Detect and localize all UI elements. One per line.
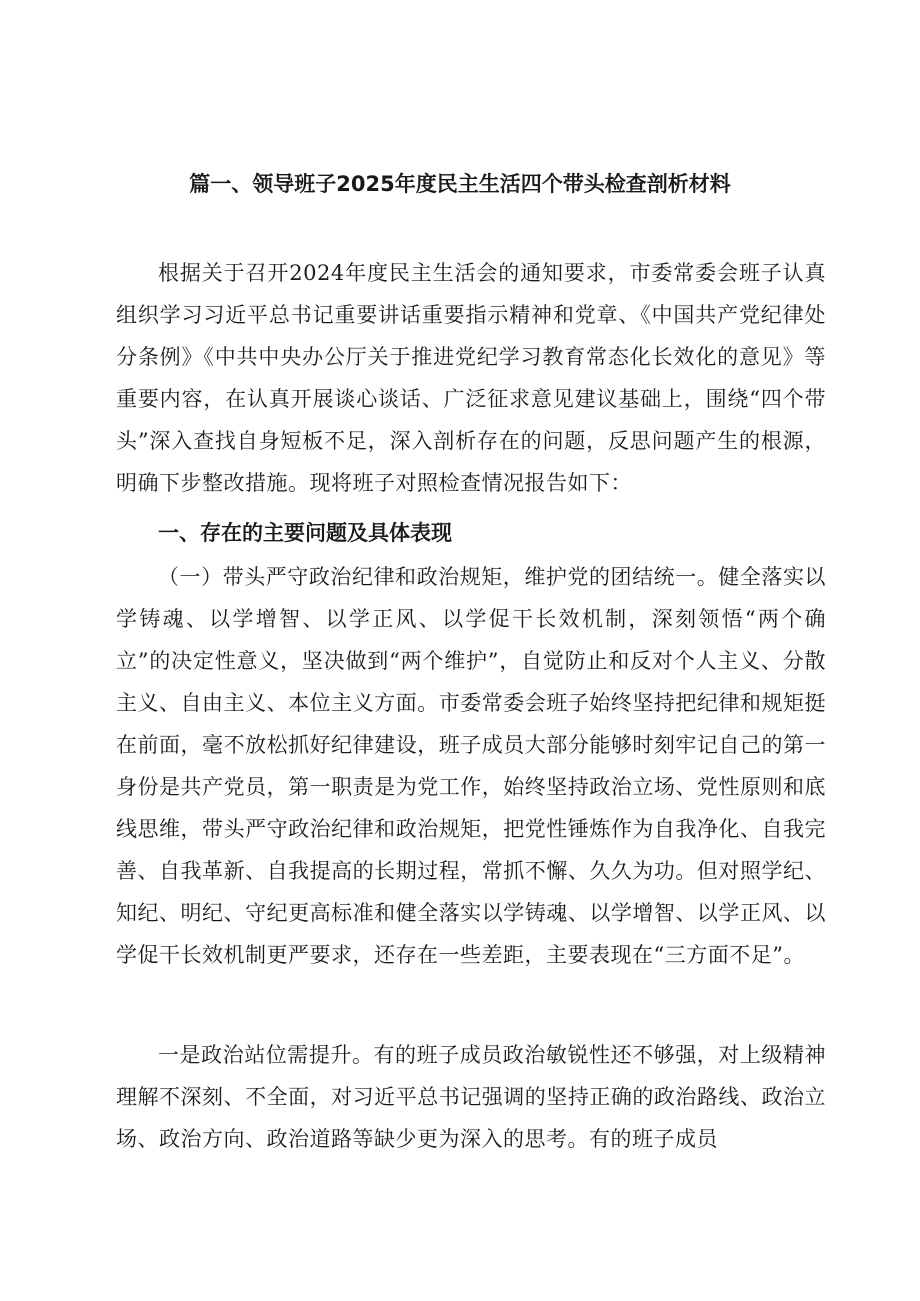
intro-paragraph: 根据关于召开2024年度民主生活会的通知要求，市委常委会班子认真组织学习习近平总书记重要讲话重要指示精神和党章、《中国共产党纪律处分条例》《中共中央办公厅关于推进党纪学习教育常态化长效化的意见》等重要内容，在认真开展谈心谈话、广泛征求意见建议基础上，围绕“四个带头”深入查找自身短板不足，深入剖析存在的问题，反思问题产生的根源，明确下步整改措施。现将班子对照检查情况报告如下：: [116, 261, 826, 495]
point-paragraph: 一是政治站位需提升。有的班子成员政治敏锐性还不够强，对上级精神理解不深刻、不全面，对习近平总书记强调的坚持正确的政治路线、政治立场、政治方向、政治道路等缺少更为深入的思考。有的班子成员: [116, 1043, 826, 1151]
section-item-paragraph: （一）带头严守政治纪律和政治规矩，维护党的团结统一。健全落实以学铸魂、以学增智、以学正风、以学促干长效机制，深刻领悟“两个确立”的决定性意义，坚决做到“两个维护”，自觉防止和反对个人主义、分散主义、自由主义、本位主义方面。市委常委会班子始终坚持把纪律和规矩挺在前面，毫不放松抓好纪律建设，班子成员大部分能够时刻牢记自己的第一身份是共产党员，第一职责是为党工作，始终坚持政治立场、党性原则和底线思维，带头严守政治纪律和政治规矩，把党性锤炼作为自我净化、自我完善、自我革新、自我提高的长期过程，常抓不懈、久久为功。但对照学纪、知纪、明纪、守纪更高标准和健全落实以学铸魂、以学增智、以学正风、以学促干长效机制更严要求，还存在一些差距，主要表现在“三方面不足”。: [116, 565, 826, 967]
section-heading: 一、存在的主要问题及具体表现: [158, 521, 452, 545]
document-title: 篇一、领导班子2025年度民主生活四个带头检查剖析材料: [189, 172, 731, 196]
